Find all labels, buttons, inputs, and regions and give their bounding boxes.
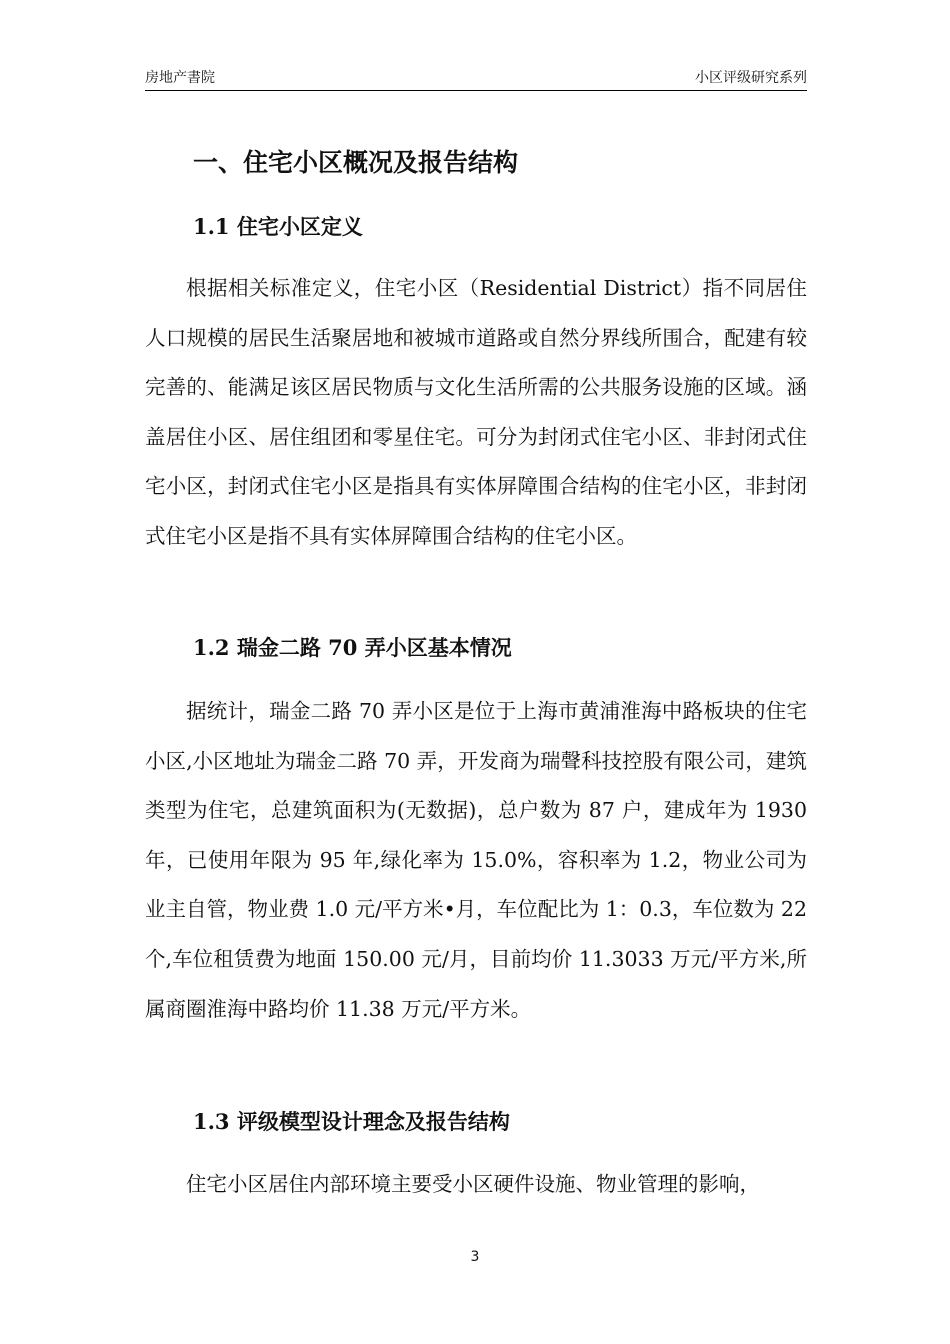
paragraph-model-design: 住宅小区居住内部环境主要受小区硬件设施、物业管理的影响， xyxy=(186,1172,760,1196)
page-header xyxy=(145,66,807,90)
header-series-title: 小区评级研究系列 xyxy=(695,70,807,86)
header-publisher: 房地产書院 xyxy=(145,70,215,86)
header-divider xyxy=(145,90,807,91)
paragraph-residential-definition: 根据相关标准定义，住宅小区（Residential District）指不同居住人口规模的居民生活聚居地和被城市道路或自然分界线所围合，配建有较完善的、能满足该区居民物质与文化生活所需的公共服务设施的区域。涵盖居住小区、居住组团和零星住宅。可分为封闭式住宅小区、非封闭式住宅小区，封闭式住宅小区是指具有实体屏障围合结构的住宅小区，非封闭式住宅小区是指不具有实体屏障围合结构的住宅小区。 xyxy=(145,276,807,548)
page-number: 3 xyxy=(470,1249,480,1265)
subsection-title-1-3: 1.3 评级模型设计理念及报告结构 xyxy=(193,1109,510,1134)
subsection-title-1-2: 1.2 瑞金二路 70 弄小区基本情况 xyxy=(193,635,512,660)
subsection-title-1-1: 1.1 住宅小区定义 xyxy=(193,214,363,239)
paragraph-community-overview: 据统计，瑞金二路 70 弄小区是位于上海市黄浦淮海中路板块的住宅小区,小区地址为瑞金二路 70 弄，开发商为瑞聲科技控股有限公司，建筑类型为住宅，总建筑面积为(无数据)，总户数为 87 户，建成年为 1930 年，已使用年限为 95 年,绿化率为 15.0%，容积率为 1.2，物业公司为业主自管，物业费 1.0 元/平方米•月，车位配比为 1：0.3，车位数为 22 个,车位租赁费为地面 150.00 元/月，目前均价 11.3033 万元/平方米,所属商圈淮海中路均价 11.38 万元/平方米。 xyxy=(145,699,807,1021)
section-title: 一、住宅小区概况及报告结构 xyxy=(193,148,519,177)
